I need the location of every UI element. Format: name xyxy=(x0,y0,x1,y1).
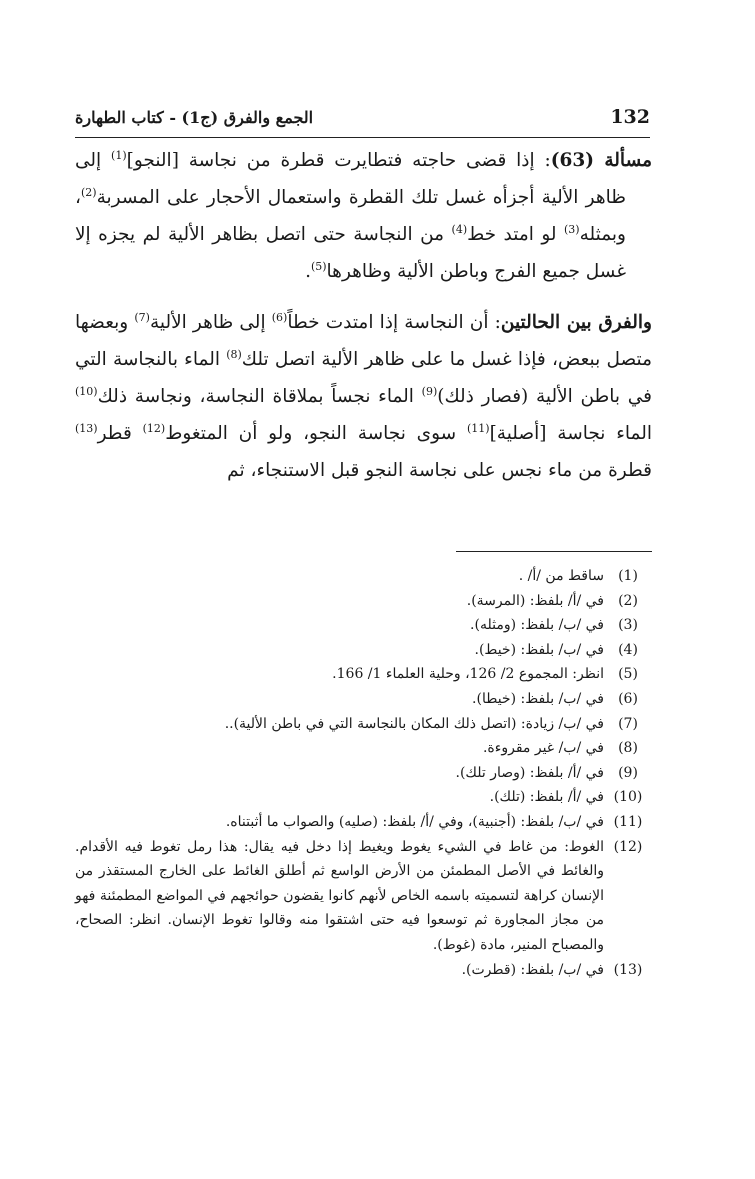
footnote-text: في /أ/ بلفظ: (تلك). xyxy=(489,789,604,806)
text-segment: الماء نجاسة [أصلية] xyxy=(489,423,653,444)
footnote-number: (1) xyxy=(618,568,638,584)
footnote-ref: (4) xyxy=(451,222,468,236)
footnote-text: في /أ/ بلفظ: (المرسة). xyxy=(466,592,604,609)
footnotes-section xyxy=(75,564,652,982)
footnote-5 xyxy=(75,662,652,687)
footnote-6 xyxy=(75,687,652,712)
footnote-ref: (5) xyxy=(310,259,327,273)
footnote-ref: (1) xyxy=(111,148,127,162)
footnote-1 xyxy=(75,564,652,589)
footnote-2 xyxy=(75,589,652,614)
text-segment: سوى نجاسة النجو، ولو أن المتغوط xyxy=(165,423,467,444)
footnote-number: (7) xyxy=(618,715,638,732)
footnote-text: في /ب/ بلفظ: (خيط). xyxy=(474,641,604,658)
footnote-number: (2) xyxy=(618,592,638,609)
paragraph-masala-63 xyxy=(75,142,652,290)
footnote-number: (5) xyxy=(618,666,638,683)
footnote-number: (6) xyxy=(618,690,638,707)
footnote-ref: (9) xyxy=(421,384,438,398)
footnote-text: ساقط من /أ/ . xyxy=(518,568,604,584)
footnote-ref: (2) xyxy=(80,185,97,199)
footnote-text: انظر: المجموع 2/ 126، وحلية العلماء 1/ 166. xyxy=(332,666,604,683)
text-segment: : إذا قضى حاجته فتطايرت قطرة من نجاسة [النجو] xyxy=(126,150,551,171)
text-segment: قطر xyxy=(97,423,143,444)
footnote-8 xyxy=(75,736,652,761)
text-segment: : أن النجاسة إذا امتدت خطاً xyxy=(287,312,501,333)
footnote-number: (9) xyxy=(618,764,638,781)
footnote-text: في /ب/ غير مقروءة. xyxy=(482,740,604,757)
footnote-text: في /ب/ بلفظ: (قطرت). xyxy=(461,961,604,978)
footnote-number: (11) xyxy=(613,813,643,830)
footnote-ref: (6) xyxy=(271,310,288,324)
text-segment: من النجاسة حتى اتصل بظاهر الألية لم يجزه إلا غسل جميع الفرج وباطن الألية وظاهرها xyxy=(75,224,626,282)
difference-heading: والفرق بين الحالتين xyxy=(500,312,652,333)
footnote-text: في /أ/ بلفظ: (وصار تلك). xyxy=(455,764,604,781)
footnote-number: (4) xyxy=(618,641,638,658)
footnote-number: (8) xyxy=(618,740,638,757)
footnote-number: (12) xyxy=(613,838,643,855)
text-segment: إلى ظاهر الألية xyxy=(149,312,272,333)
footnote-11 xyxy=(75,810,652,835)
footnote-number: (13) xyxy=(613,961,643,978)
footnote-text: في /ب/ بلفظ: (خيطا). xyxy=(472,690,604,707)
footnote-ref: (3) xyxy=(563,222,580,236)
footnote-4 xyxy=(75,638,652,663)
masala-heading: مسألة (63) xyxy=(550,150,652,171)
footnote-text: الغوط: من غاط في الشيء يغوط ويغيط إذا دخل فيه يقال: هذا رمل تغوط فيه الأقدام. والغائط في الأصل المطمئن من الأرض الواسع ثم أطلق الغائط على الخارج المستقذر من الإنسان كراهة لتسميته باسمه الخاص لأنهم كانوا يقضون حوائجهم في المواضع المطمئنة فهو من مجاز المجاورة ثم توسعوا فيه حتى اشتقوا منه وقالوا تغوط الإنسان. انظر: الصحاح، والمصباح المنير، مادة (غوط). xyxy=(75,838,604,953)
footnote-text: في /ب/ زيادة: (اتصل ذلك المكان بالنجاسة التي في باطن الألية).. xyxy=(224,715,604,732)
footnote-3 xyxy=(75,613,652,638)
text-segment: . xyxy=(305,261,311,282)
text-segment: وبعضها متصل ببعض، فإذا غسل ما على ظاهر الألية اتصل تلك xyxy=(75,312,652,370)
page-header xyxy=(75,100,650,138)
main-text xyxy=(75,142,652,489)
footnote-number: (10) xyxy=(613,789,643,806)
text-segment: قطرة من ماء نجس على نجاسة النجو قبل الاستنجاء، ثم xyxy=(227,460,652,481)
header-divider xyxy=(75,137,650,138)
footnote-divider xyxy=(456,551,652,552)
footnote-ref: (12) xyxy=(142,421,166,435)
text-segment: ، وبمثله xyxy=(75,187,626,245)
footnote-number: (3) xyxy=(618,617,638,634)
footnote-ref: (7) xyxy=(134,310,150,324)
footnote-13 xyxy=(75,958,652,983)
running-title: الجمع والفرق (ج1) - كتاب الطهارة xyxy=(75,108,314,127)
footnote-7 xyxy=(75,712,652,737)
footnote-ref: (11) xyxy=(466,421,490,435)
footnote-ref: (13) xyxy=(75,421,98,435)
footnote-9 xyxy=(75,761,652,786)
text-segment: إلى ظاهر الألية أجزأه غسل تلك القطرة واستعمال الأحجار على المسربة xyxy=(75,150,626,208)
footnote-text: في /ب/ بلفظ: (ومثله). xyxy=(470,617,604,634)
footnote-12 xyxy=(75,835,652,958)
text-segment: الماء نجساً بملاقاة النجاسة، ونجاسة ذلك xyxy=(97,386,422,407)
paragraph-difference xyxy=(75,304,652,489)
footnote-10 xyxy=(75,785,652,810)
footnote-ref: (10) xyxy=(75,384,98,398)
text-segment: الماء بالنجاسة التي في باطن الألية (فصار ذلك) xyxy=(75,349,652,407)
footnote-text: في /ب/ بلفظ: (أجنبية)، وفي /أ/ بلفظ: (صليه) والصواب ما أثبتناه. xyxy=(225,813,604,830)
page-number: 132 xyxy=(610,106,650,128)
text-segment: لو امتد خط xyxy=(467,224,564,245)
footnote-ref: (8) xyxy=(226,347,242,361)
